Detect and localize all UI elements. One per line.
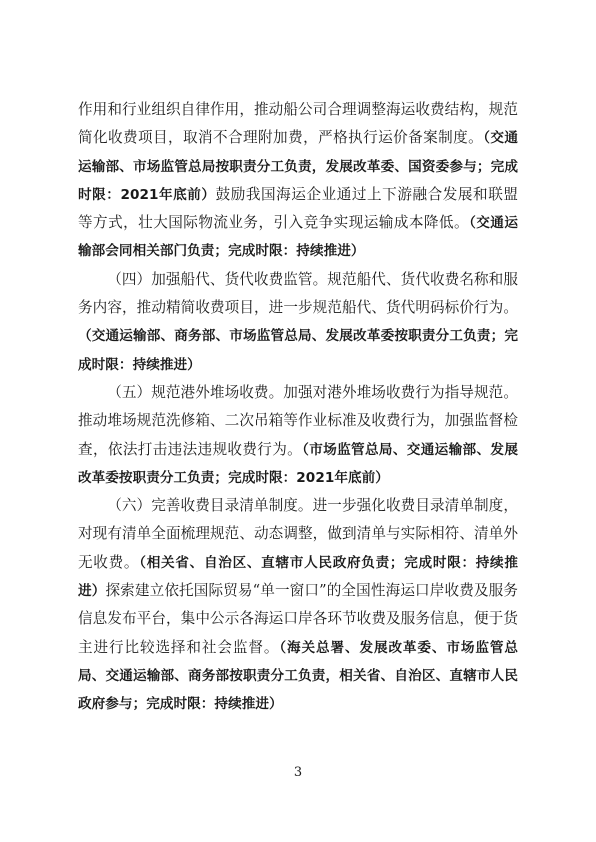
page-number: 3 <box>293 765 303 780</box>
responsibility-note: （交通运输部、商务部、市场监管总局、发展改革委按职责分工负责；完成时限：持续推进） <box>78 328 518 373</box>
item-heading: （六）完善收费目录清单制度。 <box>107 497 313 515</box>
paragraph-text: 探索建立依托国际贸易“单一窗口”的全国性海运口岸收费及服务信息发布平台，集中公示各海运口岸各环节收费及服务信息，便于货主进行比较选择和社会监督。 <box>78 582 519 656</box>
paragraph-text: 作用和行业组织自律作用，推动船公司合理调整海运收费结构，规范简化收费项目，取消不合理附加费，严格执行运价备案制度。 <box>78 101 518 147</box>
responsibility-note: （相关省、自治区、直辖市人民政府负责；完成时限：持续推进） <box>78 554 518 600</box>
item-heading: （五）规范港外堆场收费。 <box>107 383 284 401</box>
item-heading: （四）加强船代、货代收费监管。 <box>107 270 328 288</box>
responsibility-note: （海关总署、发展改革委、市场监管总局、交通运输部、商务部按职责分工负责，相关省、自治区、直辖市人民政府参与；完成时限：持续推进） <box>78 639 518 713</box>
paragraph-text: 加强对港外堆场收费行为指导规范。推动堆场规范洗修箱、二次吊箱等作业标准及收费行为，加强监督检查，依法打击违法违规收费行为。 <box>78 383 518 458</box>
responsibility-note: （交通运输部会同相关部门负责；完成时限：持续推进） <box>78 215 518 260</box>
responsibility-note: （交通运输部、市场监管总局按职责分工负责，发展改革委、国资委参与；完成时限：2021年底前） <box>78 130 518 203</box>
paragraph-continuation <box>78 96 518 266</box>
paragraph-text: 进一步强化收费目录清单制度，对现有清单全面梳理规范、动态调整，做到清单与实际相符、清单外无收费。 <box>78 497 518 571</box>
paragraph-text: 规范船代、货代收费名称和服务内容，推动精简收费项目，进一步规范船代、货代明码标价行为。 <box>78 270 518 317</box>
paragraph-item-4 <box>78 266 518 379</box>
paragraph-item-6 <box>78 492 518 718</box>
paragraph-item-5 <box>78 379 518 492</box>
paragraph-text: 鼓励我国海运企业通过上下游融合发展和联盟等方式，壮大国际物流业务，引入竞争实现运输成本降低。 <box>78 185 518 232</box>
responsibility-note: （市场监管总局、交通运输部、发展改革委按职责分工负责；完成时限：2021年底前） <box>78 441 518 486</box>
document-body <box>78 96 518 719</box>
